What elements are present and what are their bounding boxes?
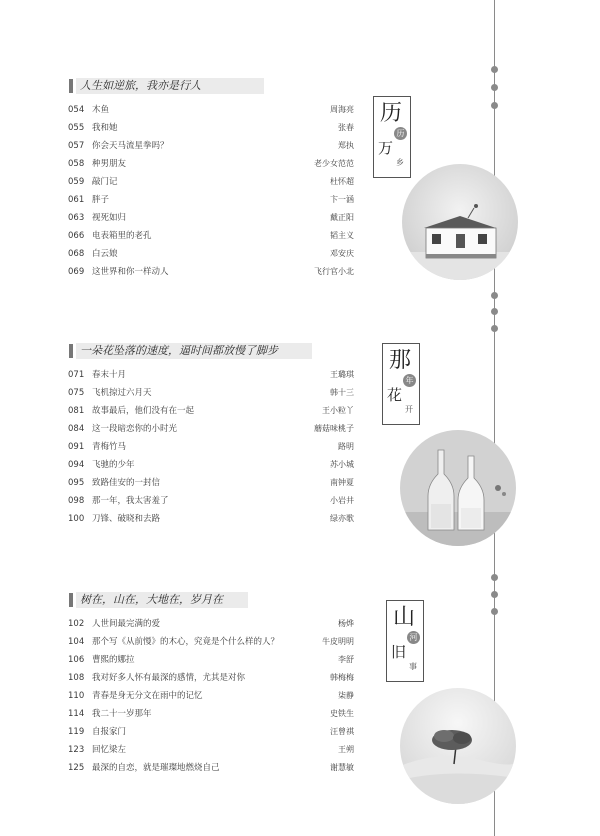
page-number: 095 xyxy=(68,478,85,488)
toc-entry[interactable] xyxy=(62,155,362,173)
chapter-mid-char: 花 xyxy=(387,386,403,404)
entry-author: 飞行官小北 xyxy=(314,267,354,276)
entry-title: 我二十一岁那年 xyxy=(92,709,152,719)
chapter-main-char: 历 xyxy=(380,101,403,126)
entry-title: 回忆梁左 xyxy=(92,745,127,755)
toc-entry[interactable] xyxy=(62,101,362,119)
entry-author: 李舒 xyxy=(338,655,354,664)
entry-title: 春末十月 xyxy=(92,370,127,380)
page-number: 084 xyxy=(68,424,85,434)
toc-entry[interactable] xyxy=(62,474,362,492)
entry-title: 白云娘 xyxy=(92,249,118,259)
entry-author: 柒静 xyxy=(338,691,354,700)
page-number: 059 xyxy=(68,177,85,187)
entry-title: 青梅竹马 xyxy=(92,442,127,452)
entry-author: 韬主义 xyxy=(330,231,354,240)
entry-author: 周海亮 xyxy=(330,105,354,114)
toc-entry[interactable] xyxy=(62,456,362,474)
toc-entry[interactable] xyxy=(62,759,362,777)
page-number: 069 xyxy=(68,267,85,277)
toc-entry[interactable] xyxy=(62,384,362,402)
toc-entry[interactable] xyxy=(62,705,362,723)
chapter-main-char: 那 xyxy=(389,348,412,373)
toc-entry[interactable] xyxy=(62,209,362,227)
chapter-mid-char: 万 xyxy=(378,139,394,157)
chapter-circle-char: 年 xyxy=(403,374,416,387)
page-number: 114 xyxy=(68,709,85,719)
toc-entry[interactable] xyxy=(62,227,362,245)
entry-author: 邓安庆 xyxy=(330,249,354,258)
entry-author: 韩梅梅 xyxy=(330,673,354,682)
entry-author: 韩十三 xyxy=(330,388,354,397)
entry-author: 王朔 xyxy=(338,745,354,754)
bottles-photo xyxy=(400,430,516,546)
page-number: 094 xyxy=(68,460,85,470)
page-number: 068 xyxy=(68,249,85,259)
chapter-circle-char: 河 xyxy=(407,631,420,644)
rail-dot xyxy=(491,591,498,598)
page-number: 075 xyxy=(68,388,85,398)
toc-section-3 xyxy=(62,590,362,777)
page-number: 100 xyxy=(68,514,85,524)
rail-dot xyxy=(491,608,498,615)
toc-entry[interactable] xyxy=(62,669,362,687)
rail-dot xyxy=(491,84,498,91)
page-number: 055 xyxy=(68,123,85,133)
entry-title: 那个写《从前慢》的木心，究竟是个什么样的人？ xyxy=(92,637,280,647)
chapter-badge-1 xyxy=(373,96,411,178)
section-title: 树在，山在，大地在，岁月在 xyxy=(80,593,223,606)
chapter-small-char: 开 xyxy=(405,405,413,414)
entry-author: 戴正阳 xyxy=(330,213,354,222)
toc-entry[interactable] xyxy=(62,245,362,263)
toc-entry[interactable] xyxy=(62,492,362,510)
entry-title: 木鱼 xyxy=(92,105,110,115)
chapter-main-char: 山 xyxy=(393,605,416,630)
toc-entry[interactable] xyxy=(62,633,362,651)
page-number: 098 xyxy=(68,496,85,506)
section-header xyxy=(62,590,362,610)
section-header xyxy=(62,341,362,361)
house-photo xyxy=(402,164,518,280)
toc-entry[interactable] xyxy=(62,173,362,191)
toc-entry[interactable] xyxy=(62,723,362,741)
toc-entry[interactable] xyxy=(62,651,362,669)
entry-title: 视死如归 xyxy=(92,213,127,223)
entry-author: 小岩井 xyxy=(330,496,354,505)
page-number: 104 xyxy=(68,637,85,647)
entry-author: 谢慧敏 xyxy=(330,763,354,772)
entry-author: 汪曾祺 xyxy=(330,727,354,736)
toc-section-2 xyxy=(62,341,362,528)
page-number: 125 xyxy=(68,763,85,773)
chapter-small-char: 乡 xyxy=(396,158,404,167)
page-number: 102 xyxy=(68,619,85,629)
entry-author: 苏小城 xyxy=(330,460,354,469)
rail-dot xyxy=(491,102,498,109)
page-number: 063 xyxy=(68,213,85,223)
tree-photo xyxy=(400,688,516,804)
entry-title: 种男朋友 xyxy=(92,159,127,169)
page-number: 106 xyxy=(68,655,85,665)
entry-title: 你会天马流星拳吗？ xyxy=(92,141,169,151)
section-title: 人生如逆旅，我亦是行人 xyxy=(80,79,201,92)
toc-list xyxy=(62,615,362,777)
section-title: 一朵花坠落的速度，逼时间都放慢了脚步 xyxy=(80,344,278,357)
toc-entry[interactable] xyxy=(62,137,362,155)
toc-entry[interactable] xyxy=(62,687,362,705)
section-header xyxy=(62,76,362,96)
entry-title: 这世界和你一样动人 xyxy=(92,267,169,277)
entry-author: 张春 xyxy=(338,123,354,132)
page-number: 123 xyxy=(68,745,85,755)
entry-title: 人世间最完满的爱 xyxy=(92,619,161,629)
rail-dot xyxy=(491,292,498,299)
entry-author: 杜怀超 xyxy=(330,177,354,186)
entry-title: 我对好多人怀有最深的感情，尤其是对你 xyxy=(92,673,246,683)
chapter-mid-char: 旧 xyxy=(391,643,407,661)
entry-author: 牛皮明明 xyxy=(322,637,354,646)
entry-title: 飞机掠过六月天 xyxy=(92,388,152,398)
entry-author: 史铁生 xyxy=(330,709,354,718)
entry-title: 我和她 xyxy=(92,123,118,133)
toc-entry[interactable] xyxy=(62,402,362,420)
rail-dot xyxy=(491,308,498,315)
entry-author: 杨烨 xyxy=(338,619,354,628)
toc-entry[interactable] xyxy=(62,263,362,281)
page-number: 071 xyxy=(68,370,85,380)
entry-title: 敲门记 xyxy=(92,177,118,187)
toc-list xyxy=(62,101,362,281)
entry-title: 刀锋、破晓和去路 xyxy=(92,514,161,524)
entry-author: 王小粒丫 xyxy=(322,406,354,415)
toc-entry[interactable] xyxy=(62,119,362,137)
toc-entry[interactable] xyxy=(62,438,362,456)
toc-entry[interactable] xyxy=(62,615,362,633)
entry-author: 路明 xyxy=(338,442,354,451)
toc-entry[interactable] xyxy=(62,741,362,759)
toc-entry[interactable] xyxy=(62,510,362,528)
chapter-badge-2 xyxy=(382,343,420,425)
page-number: 119 xyxy=(68,727,85,737)
entry-author: 老少女范范 xyxy=(314,159,354,168)
entry-title: 青春是身无分文在雨中的记忆 xyxy=(92,691,203,701)
chapter-small-char: 事 xyxy=(409,662,417,671)
chapter-circle-char: 历 xyxy=(394,127,407,140)
rail-dot xyxy=(491,66,498,73)
entry-author: 卞一涵 xyxy=(330,195,354,204)
page-number: 110 xyxy=(68,691,85,701)
chapter-badge-3 xyxy=(386,600,424,682)
rail-dot xyxy=(491,574,498,581)
entry-author: 绿亦歌 xyxy=(330,514,354,523)
toc-entry[interactable] xyxy=(62,366,362,384)
entry-author: 南钟夏 xyxy=(330,478,354,487)
entry-title: 那一年，我太害羞了 xyxy=(92,496,169,506)
rail-dot xyxy=(491,325,498,332)
page-number: 054 xyxy=(68,105,85,115)
entry-title: 故事最后，他们没有在一起 xyxy=(92,406,195,416)
page-number: 066 xyxy=(68,231,85,241)
toc-entry[interactable] xyxy=(62,191,362,209)
toc-section-1 xyxy=(62,76,362,281)
entry-title: 致路佳安的一封信 xyxy=(92,478,161,488)
page-number: 061 xyxy=(68,195,85,205)
entry-title: 曹熙的娜拉 xyxy=(92,655,135,665)
entry-title: 飞驰的少年 xyxy=(92,460,135,470)
page-number: 057 xyxy=(68,141,85,151)
page-number: 091 xyxy=(68,442,85,452)
entry-title: 最深的自恋，就是璀璨地燃烧自己 xyxy=(92,763,220,773)
toc-list xyxy=(62,366,362,528)
entry-title: 自报家门 xyxy=(92,727,127,737)
entry-title: 胖子 xyxy=(92,195,110,205)
page-number: 081 xyxy=(68,406,85,416)
entry-author: 王璐琪 xyxy=(330,370,354,379)
entry-author: 蘑菇味桃子 xyxy=(314,424,354,433)
page-number: 058 xyxy=(68,159,85,169)
entry-author: 郑执 xyxy=(338,141,354,150)
toc-entry[interactable] xyxy=(62,420,362,438)
entry-title: 电表箱里的老孔 xyxy=(92,231,152,241)
page-number: 108 xyxy=(68,673,85,683)
entry-title: 这一段暗恋你的小时光 xyxy=(92,424,178,434)
